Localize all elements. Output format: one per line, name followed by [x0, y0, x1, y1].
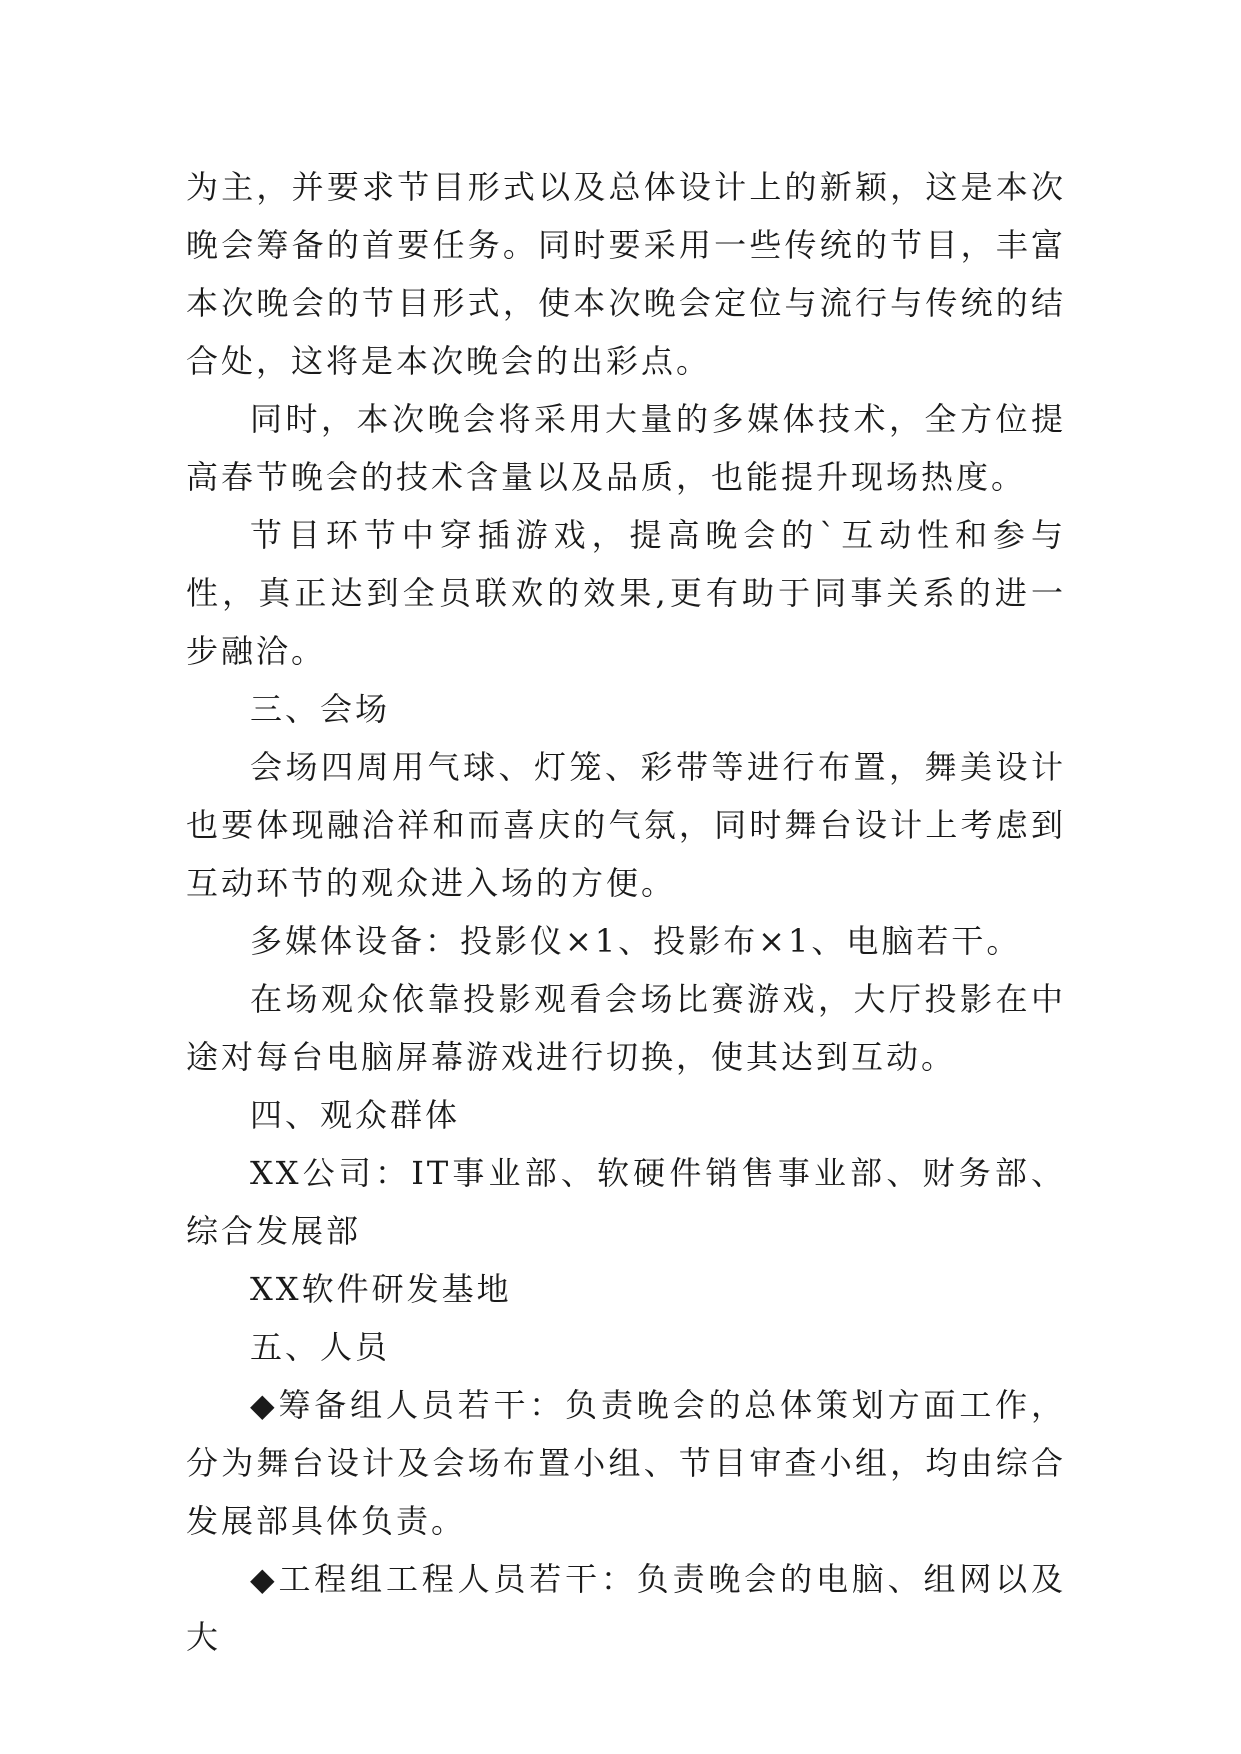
paragraph-8: XX软件研发基地 [250, 1270, 512, 1308]
section-heading-audience: 四、观众群体 [250, 1096, 461, 1134]
paragraph-5: 多媒体设备：投影仪×1、投影布×1、电脑若干。 [250, 922, 1022, 960]
paragraph-2: 同时，本次晚会将采用大量的多媒体技术，全方位提高春节晚会的技术含量以及品质，也能提升现场热度。 [186, 400, 1066, 496]
paragraph-1: 为主，并要求节目形式以及总体设计上的新颖，这是本次晚会筹备的首要任务。同时要采用一些传统的节目，丰富本次晚会的节目形式，使本次晚会定位与流行与传统的结合处，这将是本次晚会的出彩点。 [186, 168, 1066, 380]
document-body [186, 158, 1066, 1666]
paragraph-7: XX公司：IT事业部、软硬件销售事业部、财务部、综合发展部 [186, 1154, 1066, 1250]
section-heading-staff: 五、人员 [250, 1328, 391, 1366]
paragraph-3: 节目环节中穿插游戏，提高晚会的`互动性和参与性，真正达到全员联欢的效果,更有助于同事关系的进一步融洽。 [186, 516, 1066, 670]
section-heading-venue: 三、会场 [250, 690, 391, 728]
paragraph-9: ◆筹备组人员若干：负责晚会的总体策划方面工作，分为舞台设计及会场布置小组、节目审查小组，均由综合发展部具体负责。 [186, 1386, 1066, 1540]
paragraph-4: 会场四周用气球、灯笼、彩带等进行布置，舞美设计也要体现融洽祥和而喜庆的气氛，同时舞台设计上考虑到互动环节的观众进入场的方便。 [186, 748, 1066, 902]
paragraph-6: 在场观众依靠投影观看会场比赛游戏，大厅投影在中途对每台电脑屏幕游戏进行切换，使其达到互动。 [186, 980, 1066, 1076]
paragraph-10: ◆工程组工程人员若干：负责晚会的电脑、组网以及大 [186, 1560, 1066, 1656]
